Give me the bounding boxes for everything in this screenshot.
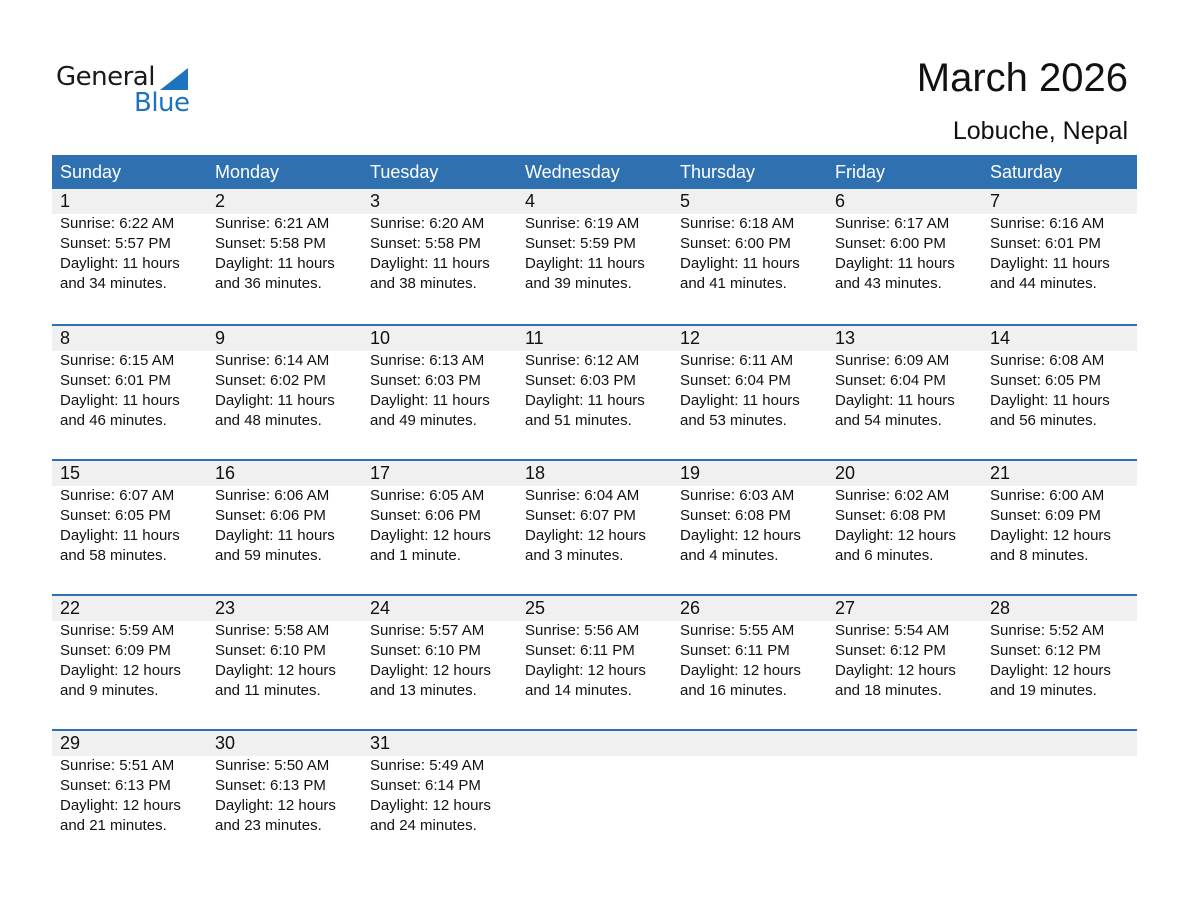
calendar-grid	[52, 155, 1137, 864]
daylight-minutes-text: and 34 minutes.	[60, 275, 167, 292]
sunrise-text: Sunrise: 6:22 AM	[60, 215, 175, 232]
logo	[56, 62, 196, 122]
day-number: 2	[215, 191, 226, 211]
sunset-text: Sunset: 5:58 PM	[215, 235, 326, 252]
week-row	[52, 189, 1137, 324]
day-number: 7	[990, 191, 1001, 211]
daylight-minutes-text: and 24 minutes.	[370, 817, 477, 834]
day-number: 15	[60, 463, 81, 483]
day-number	[525, 731, 672, 756]
daylight-minutes-text: and 56 minutes.	[990, 412, 1097, 429]
daylight-minutes-text: and 59 minutes.	[215, 547, 322, 564]
day-cell	[672, 326, 827, 431]
sunrise-text: Sunrise: 6:11 AM	[680, 352, 794, 369]
day-number: 6	[835, 191, 846, 211]
daylight-text: Daylight: 11 hours	[835, 255, 955, 272]
daylight-text: Daylight: 12 hours	[215, 662, 336, 679]
sunrise-text: Sunrise: 6:06 AM	[215, 487, 330, 504]
daylight-minutes-text: and 11 minutes.	[215, 682, 321, 699]
sunset-text: Sunset: 6:07 PM	[525, 507, 636, 524]
daylight-minutes-text: and 9 minutes.	[60, 682, 159, 699]
daylight-minutes-text: and 38 minutes.	[370, 275, 477, 292]
sunset-text: Sunset: 6:04 PM	[835, 372, 946, 389]
sunrise-text: Sunrise: 6:02 AM	[835, 487, 950, 504]
daylight-text: Daylight: 12 hours	[680, 527, 801, 544]
sunrise-text: Sunrise: 6:00 AM	[990, 487, 1105, 504]
daylight-text: Daylight: 12 hours	[835, 662, 956, 679]
sunset-text: Sunset: 5:59 PM	[525, 235, 636, 252]
daylight-text: Daylight: 12 hours	[370, 662, 491, 679]
daylight-text: Daylight: 12 hours	[525, 527, 646, 544]
sunset-text: Sunset: 6:08 PM	[680, 507, 791, 524]
day-cell	[362, 731, 517, 836]
day-cell	[827, 731, 982, 836]
day-number	[990, 731, 1137, 756]
day-number: 21	[990, 463, 1011, 483]
sunrise-text: Sunrise: 6:08 AM	[990, 352, 1105, 369]
weekday-header	[52, 155, 1137, 189]
sunrise-text: Sunrise: 6:05 AM	[370, 487, 485, 504]
sunset-text: Sunset: 6:05 PM	[60, 507, 171, 524]
daylight-text: Daylight: 12 hours	[525, 662, 646, 679]
week-days	[52, 731, 1137, 836]
daylight-text: Daylight: 12 hours	[990, 662, 1111, 679]
sunrise-text: Sunrise: 6:17 AM	[835, 215, 950, 232]
sunrise-text: Sunrise: 6:21 AM	[215, 215, 330, 232]
day-cell	[52, 326, 207, 431]
daylight-minutes-text: and 58 minutes.	[60, 547, 167, 564]
sunrise-text: Sunrise: 5:54 AM	[835, 622, 950, 639]
week-days	[52, 596, 1137, 701]
sunset-text: Sunset: 6:01 PM	[60, 372, 171, 389]
sunset-text: Sunset: 6:10 PM	[215, 642, 326, 659]
sunset-text: Sunset: 6:05 PM	[990, 372, 1101, 389]
day-cell	[517, 189, 672, 294]
daylight-minutes-text: and 19 minutes.	[990, 682, 1097, 699]
daylight-text: Daylight: 11 hours	[990, 392, 1110, 409]
day-cell	[827, 326, 982, 431]
daylight-minutes-text: and 43 minutes.	[835, 275, 942, 292]
day-number: 31	[370, 733, 391, 753]
day-number: 28	[990, 598, 1011, 618]
day-cell	[207, 189, 362, 294]
week-row	[52, 324, 1137, 459]
daylight-minutes-text: and 8 minutes.	[990, 547, 1089, 564]
day-cell	[672, 731, 827, 836]
week-days	[52, 326, 1137, 431]
day-cell	[52, 189, 207, 294]
day-number: 5	[680, 191, 691, 211]
sunrise-text: Sunrise: 6:12 AM	[525, 352, 640, 369]
logo-text-general: General	[56, 62, 155, 92]
day-cell	[517, 596, 672, 701]
weekday-monday: Monday	[215, 162, 280, 182]
sunset-text: Sunset: 6:13 PM	[60, 777, 171, 794]
day-cell	[207, 731, 362, 836]
daylight-text: Daylight: 11 hours	[835, 392, 955, 409]
daylight-minutes-text: and 36 minutes.	[215, 275, 322, 292]
daylight-minutes-text: and 41 minutes.	[680, 275, 787, 292]
sunrise-text: Sunrise: 6:13 AM	[370, 352, 485, 369]
sunset-text: Sunset: 6:09 PM	[990, 507, 1101, 524]
sunset-text: Sunset: 6:00 PM	[680, 235, 791, 252]
daylight-text: Daylight: 11 hours	[370, 255, 490, 272]
day-number: 26	[680, 598, 701, 618]
day-cell	[982, 731, 1137, 836]
sunrise-text: Sunrise: 6:03 AM	[680, 487, 795, 504]
daylight-text: Daylight: 11 hours	[215, 255, 335, 272]
day-cell	[362, 461, 517, 566]
sunset-text: Sunset: 6:12 PM	[990, 642, 1101, 659]
sunrise-text: Sunrise: 5:52 AM	[990, 622, 1105, 639]
day-cell	[362, 189, 517, 294]
daylight-minutes-text: and 46 minutes.	[60, 412, 167, 429]
sunset-text: Sunset: 5:57 PM	[60, 235, 171, 252]
day-number	[680, 731, 827, 756]
daylight-text: Daylight: 12 hours	[370, 797, 491, 814]
sunset-text: Sunset: 6:02 PM	[215, 372, 326, 389]
day-number: 29	[60, 733, 81, 753]
day-number: 16	[215, 463, 236, 483]
sunset-text: Sunset: 6:13 PM	[215, 777, 326, 794]
daylight-minutes-text: and 16 minutes.	[680, 682, 787, 699]
day-cell	[982, 189, 1137, 294]
daylight-minutes-text: and 48 minutes.	[215, 412, 322, 429]
daylight-minutes-text: and 23 minutes.	[215, 817, 322, 834]
daylight-minutes-text: and 39 minutes.	[525, 275, 632, 292]
daylight-minutes-text: and 51 minutes.	[525, 412, 632, 429]
day-cell	[207, 596, 362, 701]
sunrise-text: Sunrise: 5:58 AM	[215, 622, 330, 639]
daylight-text: Daylight: 11 hours	[680, 392, 800, 409]
daylight-text: Daylight: 12 hours	[835, 527, 956, 544]
weekday-thursday: Thursday	[680, 162, 756, 182]
day-cell	[672, 596, 827, 701]
sunrise-text: Sunrise: 5:57 AM	[370, 622, 485, 639]
sunrise-text: Sunrise: 5:49 AM	[370, 757, 485, 774]
day-number: 18	[525, 463, 546, 483]
day-cell	[517, 461, 672, 566]
day-cell	[827, 189, 982, 294]
daylight-text: Daylight: 12 hours	[370, 527, 491, 544]
day-cell	[672, 461, 827, 566]
day-cell	[52, 596, 207, 701]
daylight-text: Daylight: 11 hours	[60, 392, 180, 409]
daylight-minutes-text: and 4 minutes.	[680, 547, 779, 564]
day-cell	[207, 326, 362, 431]
sunset-text: Sunset: 6:11 PM	[680, 642, 790, 659]
sunset-text: Sunset: 6:10 PM	[370, 642, 481, 659]
day-number: 9	[215, 328, 226, 348]
sunset-text: Sunset: 5:58 PM	[370, 235, 481, 252]
daylight-text: Daylight: 12 hours	[680, 662, 801, 679]
sunset-text: Sunset: 6:00 PM	[835, 235, 946, 252]
day-cell	[672, 189, 827, 294]
day-number: 10	[370, 328, 391, 348]
daylight-text: Daylight: 12 hours	[990, 527, 1111, 544]
daylight-minutes-text: and 6 minutes.	[835, 547, 934, 564]
daylight-minutes-text: and 1 minute.	[370, 547, 461, 564]
daylight-text: Daylight: 12 hours	[215, 797, 336, 814]
day-number	[835, 731, 982, 756]
day-number: 22	[60, 598, 81, 618]
daylight-text: Daylight: 11 hours	[215, 527, 335, 544]
daylight-text: Daylight: 12 hours	[60, 797, 181, 814]
week-row	[52, 594, 1137, 729]
weekday-sunday: Sunday	[60, 162, 122, 182]
sunrise-text: Sunrise: 6:19 AM	[525, 215, 640, 232]
daylight-minutes-text: and 21 minutes.	[60, 817, 167, 834]
daylight-minutes-text: and 44 minutes.	[990, 275, 1097, 292]
day-cell	[827, 461, 982, 566]
daylight-text: Daylight: 11 hours	[525, 392, 645, 409]
day-number: 4	[525, 191, 536, 211]
day-cell	[52, 461, 207, 566]
logo-text-blue: Blue	[134, 88, 190, 118]
day-number: 13	[835, 328, 856, 348]
daylight-text: Daylight: 11 hours	[680, 255, 800, 272]
day-cell	[207, 461, 362, 566]
sunrise-text: Sunrise: 5:50 AM	[215, 757, 330, 774]
daylight-text: Daylight: 12 hours	[60, 662, 181, 679]
day-number: 23	[215, 598, 236, 618]
day-number: 30	[215, 733, 236, 753]
sunrise-text: Sunrise: 6:20 AM	[370, 215, 485, 232]
sunrise-text: Sunrise: 5:56 AM	[525, 622, 640, 639]
daylight-text: Daylight: 11 hours	[525, 255, 645, 272]
sunrise-text: Sunrise: 6:14 AM	[215, 352, 330, 369]
sunrise-text: Sunrise: 6:18 AM	[680, 215, 795, 232]
weekday-wednesday: Wednesday	[525, 162, 620, 182]
day-number: 3	[370, 191, 381, 211]
sunset-text: Sunset: 6:14 PM	[370, 777, 481, 794]
sunset-text: Sunset: 6:12 PM	[835, 642, 946, 659]
sunrise-text: Sunrise: 5:55 AM	[680, 622, 795, 639]
day-cell	[982, 596, 1137, 701]
day-number: 25	[525, 598, 546, 618]
sunset-text: Sunset: 6:08 PM	[835, 507, 946, 524]
daylight-text: Daylight: 11 hours	[60, 527, 180, 544]
day-cell	[982, 461, 1137, 566]
day-cell	[362, 596, 517, 701]
location-subtitle: Lobuche, Nepal	[952, 117, 1128, 145]
day-number: 20	[835, 463, 856, 483]
day-number: 27	[835, 598, 856, 618]
week-row	[52, 729, 1137, 864]
logo-triangle-icon	[160, 68, 188, 90]
weekday-saturday: Saturday	[990, 162, 1063, 182]
daylight-minutes-text: and 13 minutes.	[370, 682, 477, 699]
daylight-minutes-text: and 53 minutes.	[680, 412, 787, 429]
day-cell	[517, 326, 672, 431]
day-number: 1	[60, 191, 71, 211]
week-days	[52, 189, 1137, 294]
weekday-tuesday: Tuesday	[370, 162, 439, 182]
sunrise-text: Sunrise: 6:16 AM	[990, 215, 1105, 232]
sunrise-text: Sunrise: 6:07 AM	[60, 487, 175, 504]
day-number: 14	[990, 328, 1011, 348]
sunrise-text: Sunrise: 5:59 AM	[60, 622, 175, 639]
day-cell	[517, 731, 672, 836]
sunset-text: Sunset: 6:06 PM	[215, 507, 326, 524]
week-days	[52, 461, 1137, 566]
day-number: 8	[60, 328, 71, 348]
sunrise-text: Sunrise: 6:04 AM	[525, 487, 640, 504]
daylight-text: Daylight: 11 hours	[990, 255, 1110, 272]
daylight-minutes-text: and 14 minutes.	[525, 682, 632, 699]
day-number: 19	[680, 463, 701, 483]
day-cell	[362, 326, 517, 431]
daylight-text: Daylight: 11 hours	[370, 392, 490, 409]
sunrise-text: Sunrise: 5:51 AM	[60, 757, 175, 774]
sunset-text: Sunset: 6:06 PM	[370, 507, 481, 524]
daylight-text: Daylight: 11 hours	[215, 392, 335, 409]
sunset-text: Sunset: 6:11 PM	[525, 642, 635, 659]
page-title: March 2026	[916, 56, 1128, 100]
day-cell	[827, 596, 982, 701]
daylight-minutes-text: and 49 minutes.	[370, 412, 477, 429]
daylight-text: Daylight: 11 hours	[60, 255, 180, 272]
day-cell	[982, 326, 1137, 431]
daylight-minutes-text: and 18 minutes.	[835, 682, 942, 699]
day-number: 12	[680, 328, 701, 348]
sunset-text: Sunset: 6:01 PM	[990, 235, 1101, 252]
day-number: 24	[370, 598, 391, 618]
weekday-friday: Friday	[835, 162, 886, 182]
daylight-minutes-text: and 3 minutes.	[525, 547, 624, 564]
day-cell	[52, 731, 207, 836]
sunrise-text: Sunrise: 6:09 AM	[835, 352, 950, 369]
sunrise-text: Sunrise: 6:15 AM	[60, 352, 175, 369]
sunset-text: Sunset: 6:09 PM	[60, 642, 171, 659]
daylight-minutes-text: and 54 minutes.	[835, 412, 942, 429]
day-number: 17	[370, 463, 391, 483]
sunset-text: Sunset: 6:04 PM	[680, 372, 791, 389]
sunset-text: Sunset: 6:03 PM	[525, 372, 636, 389]
week-row	[52, 459, 1137, 594]
day-number: 11	[525, 328, 544, 348]
sunset-text: Sunset: 6:03 PM	[370, 372, 481, 389]
